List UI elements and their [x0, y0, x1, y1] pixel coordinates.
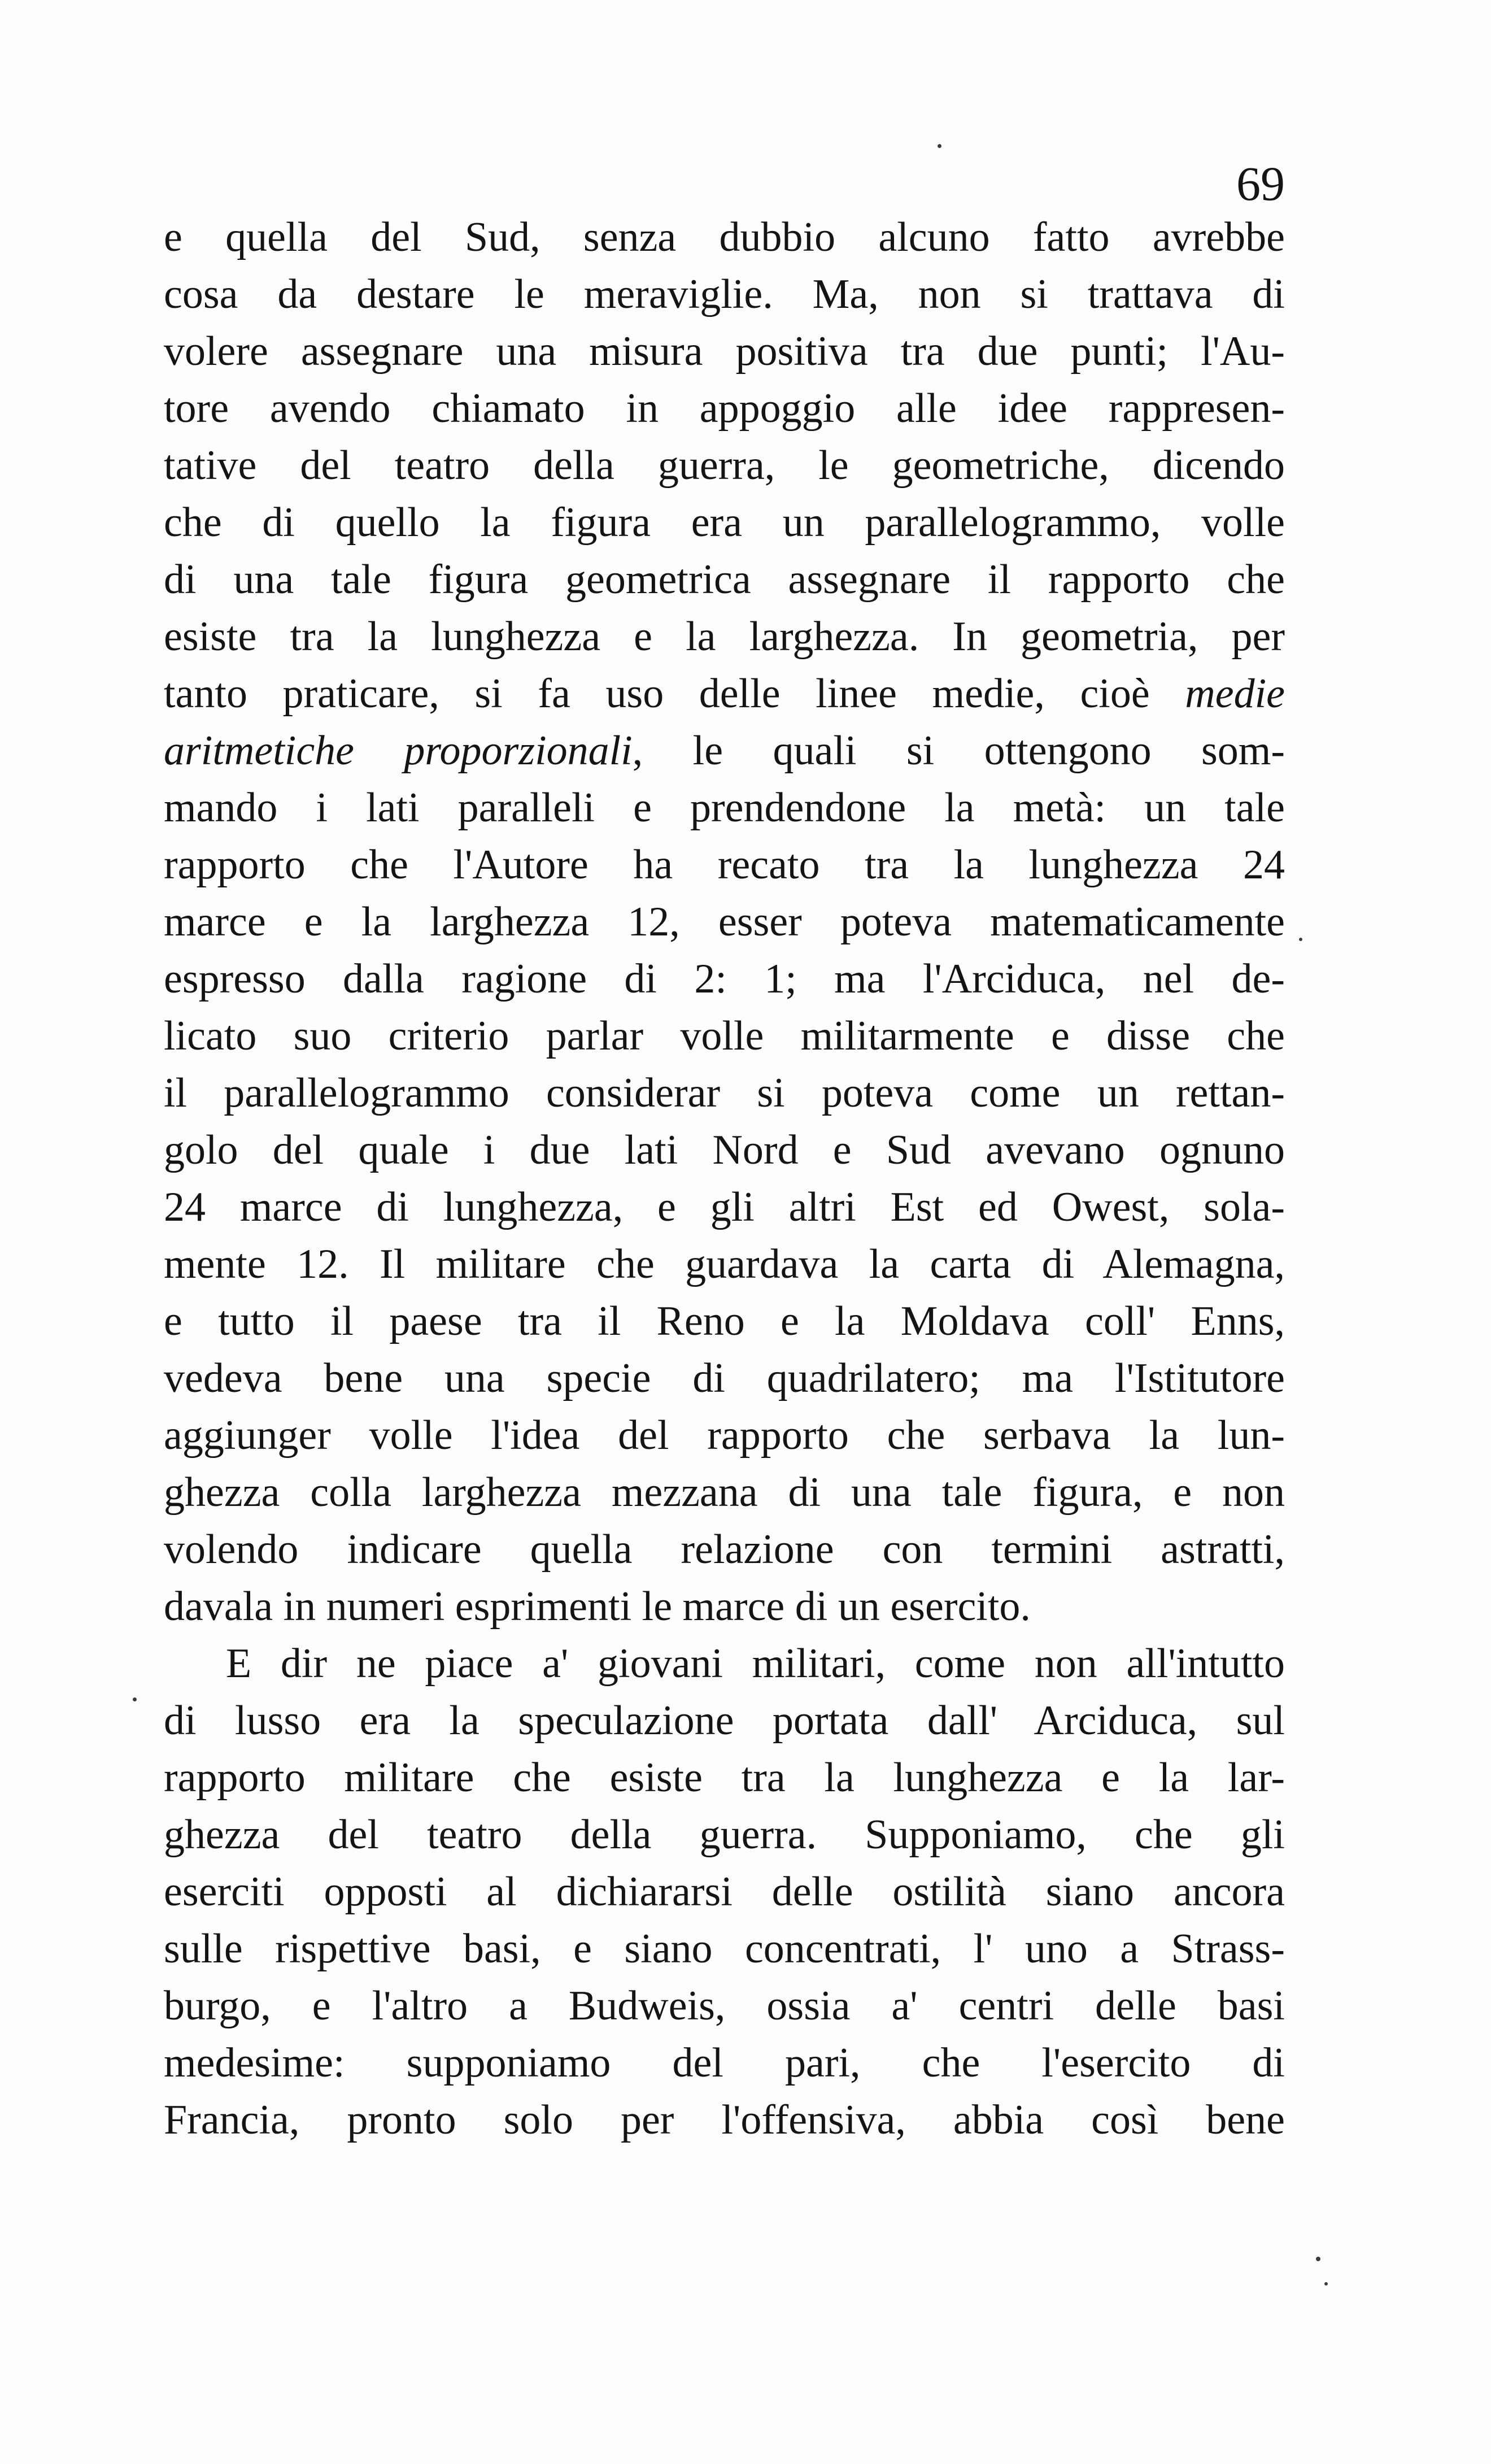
text-line: [164, 665, 1285, 722]
text-line: volere assegnare una misura positiva tra due punti; l'Au-: [164, 328, 1285, 375]
ink-speck: [1324, 2282, 1328, 2285]
text-line: medesime: supponiamo del pari, che l'esercito di: [164, 2040, 1285, 2086]
ink-speck: [938, 144, 941, 148]
text-line: golo del quale i due lati Nord e Sud avevano ognuno: [164, 1127, 1285, 1173]
text-line: rapporto che l'Autore ha recato tra la lunghezza 24: [164, 842, 1285, 888]
text-line: 24 marce di lunghezza, e gli altri Est ed Owest, sola-: [164, 1184, 1285, 1230]
text-line: ghezza colla larghezza mezzana di una tale figura, e non: [164, 1469, 1285, 1516]
body-text: [164, 209, 1285, 2149]
ink-speck: [1316, 2257, 1320, 2261]
text-line: cosa da destare le meraviglie. Ma, non si trattava di: [164, 271, 1285, 317]
text-line: e quella del Sud, senza dubbio alcuno fatto avrebbe: [164, 214, 1285, 260]
text-line: tative del teatro della guerra, le geometriche, dicendo: [164, 442, 1285, 489]
text-line: marce e la larghezza 12, esser poteva matematicamente: [164, 899, 1285, 945]
ink-speck: [1299, 938, 1302, 941]
text-line-italic: aritmetiche proporzionali: [164, 728, 633, 774]
text-line-paragraph-start: E dir ne piace a' giovani militari, come non all'intutto: [226, 1640, 1285, 1687]
text-line: che di quello la figura era un parallelogrammo, volle: [164, 499, 1285, 546]
text-line: ghezza del teatro della guerra. Supponiamo, che gli: [164, 1812, 1285, 1858]
text-line: di lusso era la speculazione portata dall' Arciduca, sul: [164, 1697, 1285, 1744]
text-line-italic: medie: [1185, 671, 1285, 717]
text-line: eserciti opposti al dichiararsi delle ostilità siano ancora: [164, 1869, 1285, 1915]
page-number: 69: [1236, 156, 1285, 211]
text-line: di una tale figura geometrica assegnare il rapporto che: [164, 556, 1285, 603]
text-line-paragraph-end: davala in numeri esprimenti le marce di un esercito.: [164, 1583, 1031, 1630]
ink-speck: [133, 1697, 137, 1701]
text-line: mente 12. Il militare che guardava la carta di Alemagna,: [164, 1241, 1285, 1287]
text-line: sulle rispettive basi, e siano concentrati, l' uno a Strass-: [164, 1926, 1285, 1972]
text-line: il parallelogrammo considerar si poteva come un rettan-: [164, 1070, 1285, 1116]
text-line-roman: tanto praticare, si fa uso delle linee medie, cioè: [164, 671, 1185, 717]
text-line: Francia, pronto solo per l'offensiva, abbia così bene: [164, 2097, 1285, 2143]
text-line-roman: , le quali si ottengono som-: [632, 728, 1285, 774]
text-line: espresso dalla ragione di 2: 1; ma l'Arciduca, nel de-: [164, 956, 1285, 1002]
text-line: [164, 722, 1285, 780]
text-line: e tutto il paese tra il Reno e la Moldava coll' Enns,: [164, 1298, 1285, 1344]
text-line: mando i lati paralleli e prendendone la metà: un tale: [164, 785, 1285, 831]
text-line: rapporto militare che esiste tra la lunghezza e la lar-: [164, 1755, 1285, 1801]
text-line: vedeva bene una specie di quadrilatero; ma l'Istitutore: [164, 1355, 1285, 1401]
text-line: licato suo criterio parlar volle militarmente e disse che: [164, 1013, 1285, 1059]
text-line: tore avendo chiamato in appoggio alle idee rappresen-: [164, 385, 1285, 432]
text-line: aggiunger volle l'idea del rapporto che serbava la lun-: [164, 1412, 1285, 1459]
text-line: burgo, e l'altro a Budweis, ossia a' centri delle basi: [164, 1983, 1285, 2029]
text-line: esiste tra la lunghezza e la larghezza. In geometria, per: [164, 613, 1285, 660]
text-line: volendo indicare quella relazione con termini astratti,: [164, 1526, 1285, 1573]
